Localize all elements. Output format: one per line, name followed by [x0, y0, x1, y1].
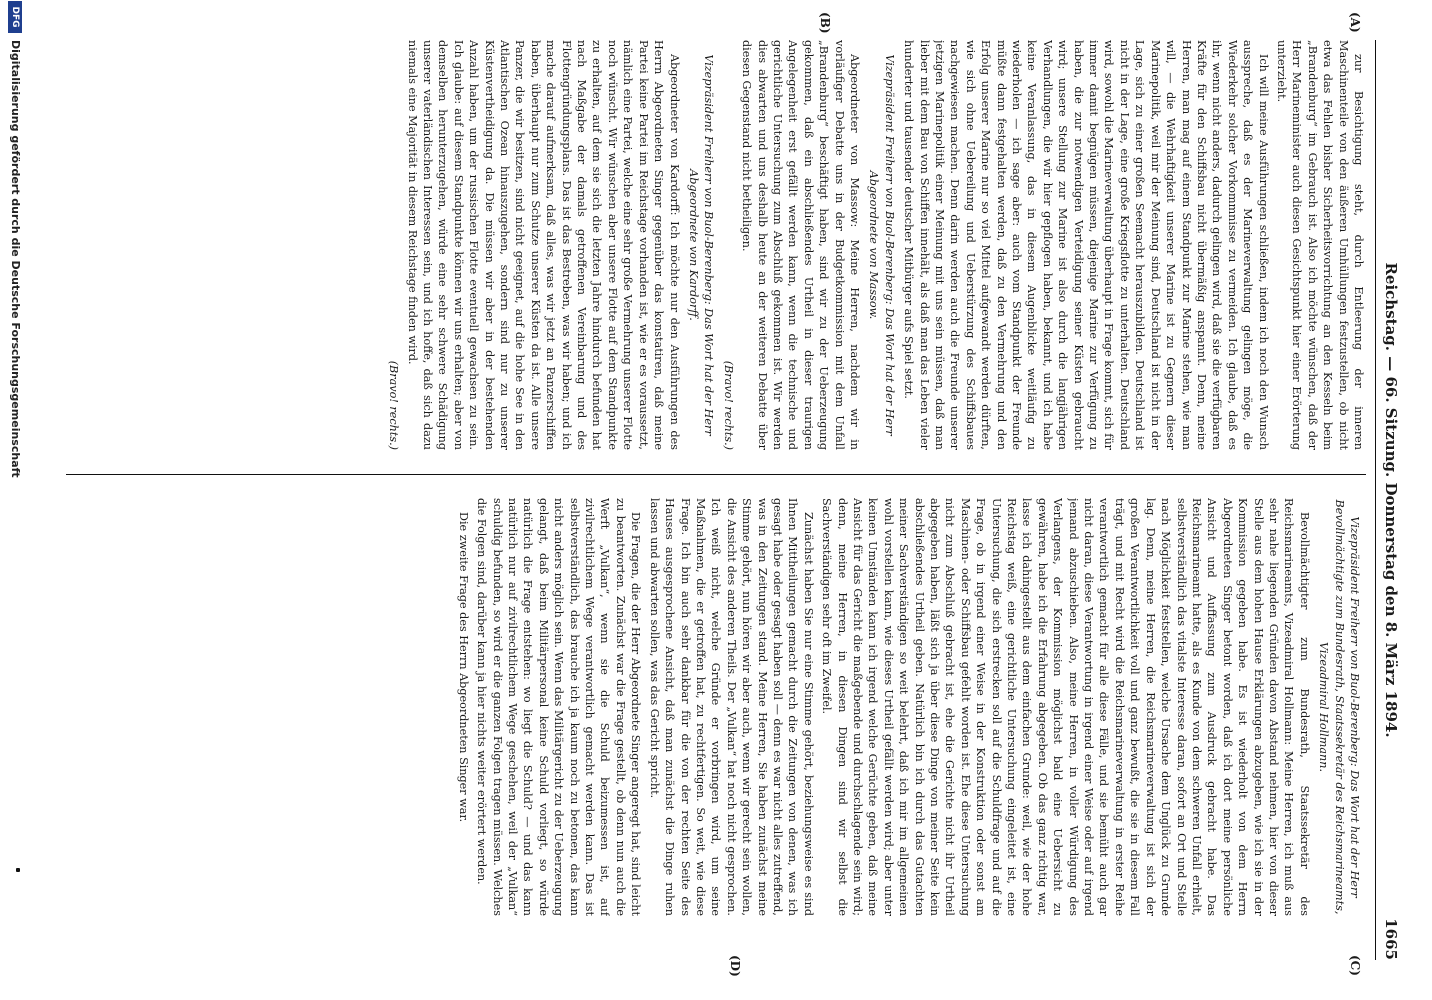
paragraph: Die zweite Frage des Herrn Abgeordneten Singer war.: [456, 512, 470, 823]
reaction-note: (Bravo! rechts.): [387, 360, 401, 450]
paragraph: zur Besichtigung steht, durch Entleerung der inneren Maschinenteile von den äußeren Umhüllungen festzustellen, ob nicht etwa das Fehlen bisher Sicherheitsvorrichtung an den Kesseln beim „Brandenburg“ im Gebrauch ist. Also ich möchte wünschen, daß der Herr Marineminister auch diesen Gesichtspunkt hier einer Erörterung unterzieht.: [1274, 40, 1365, 450]
right-column: [66, 498, 1366, 916]
margin-mark-b: (B): [818, 12, 832, 34]
page-footer: [0, 0, 30, 1000]
speaker-note: Vizepräsident Freiherr von Buol-Berenberg: Das Wort hat der Herr Abgeordnete von Massow.: [867, 54, 896, 436]
dfg-logo: DFG: [8, 1, 22, 33]
column-rule: [66, 474, 1366, 475]
paragraph: Bevollmächtigter zum Bundesrath, Staatssekretär des Reichsmarineamts, Vizeadmiral Hollmann: Meine Herren, ich muß aus sehr nahe liegenden Gründen davon Abstand nehmen, hier von dieser Stelle aus dem hohen Hause Erklärungen abzugeben, wie ich sie in der Kommission gegeben habe. Es ist wiederholt von dem Herrn Abgeordneten Singer betont worden, daß ich dort meine persönliche Ansicht und Auffassung zum Ausdruck gebracht habe. Das Reichsmarineamt hatte, als es Kunde von dem schweren Unfall erhielt, selbstverständlich das vitalste Interesse daran, sofort an Ort und Stelle nach Möglichkeit feststellen, welche Ursache dem Unglück zu Grunde lag. Denn, meine Herren, die Reichsmarineverwaltung ist sich der großen Verantwortlichkeit voll und ganz bewußt, die sie in diesem Fall trägt, und mit Recht wird die Reichsmarineverwaltung in erster Reihe verantwortlich gemacht für alle diese Fälle, und sie bemüht auch gar nicht daran, diese Verantwortung in irgend einer Weise oder auf irgend jemand abzuschieben. Also, meine Herren, in voller Würdigung des Verlangens, der Kommission möglichst bald eine Uebersicht zu gewähren, habe ich die Erfahrung abgegeben. Ob das ganz richtig war, lasse ich dahingestellt aus dem einfachen Grunde: weil, wie der hohe Reichstag weiß, eine gerichtliche Untersuchung eingeleitet ist, eine Untersuchung, die sich erstrecken soll auf die Schuldfrage und auf die Frage, ob in irgend einer Weise in der Konstruktion oder sonst am Maschinen- oder Schiffsbau gefehlt worden ist. Ehe diese Untersuchung nicht zum Abschluß gebracht ist, ehe die Gerichte nicht ihr Urtheil abgegeben haben, läßt sich ja über diese Dinge von meiner Seite kein abschließendes Urtheil geben. Natürlich bin ich durch das Gutachten meiner Sachverständigen so weit belehrt, daß ich mir im allgemeinen wohl vorstellen kann, wie dieses Urtheil gefällt werden wird; aber unter keinen Umständen kann ich irgend welche Gerüchte geben, daß meine Ansicht für das Gericht die maßgebende und durchschlagende sein wird; denn, meine Herren, in diesen Dingen sind wir selbst die Sachverständigen sehr oft im Zweifel.: [820, 498, 1311, 916]
paragraph: Abgeordneter von Massow: Meine Herren, nachdem wir in vorläufiger Debatte uns in der Budgetkommission mit dem Unfall „Brandenburg“ beschäftigt haben, sind wir zu der Ueberzeugung gekommen, daß ein abschließendes Urtheil in dieser traurigen Angelegenheit erst gefällt werden kann, wenn die technische und gerichtliche Untersuchung zum Abschluß gekommen ist. Wir werden dies abwarten und uns deshalb heute an der weiteren Debatte über diesen Gegenstand nicht betheiligen.: [740, 40, 861, 450]
margin-mark-d: (D): [728, 955, 742, 977]
page-header: [1375, 40, 1402, 960]
page-number: 1665: [1382, 918, 1400, 960]
paragraph: Zunächst haben Sie nur eine Stimme gehört, beziehungsweise es sind Ihnen Mittheilungen gemacht durch die Zeitungen von denen, was ich gesagt habe oder gesagt haben soll — denn es war nicht alles zutreffend, was in den Zeitungen stand. Meine Herren, Sie haben zunächst meine Stimme gehört, nun hören wir aber auch, wenn wir gerecht sein wollen, die Ansicht des anderen Theils. Der „Vulkan“ hat noch nicht gesprochen. Ich weiß nicht, welche Gründe er vorbringen wird, um seine Maßnahmen, die er getroffen hat, zu rechtfertigen. So weit, wie diese Frage. Ich bin auch sehr dankbar für die von der rechten Seite des Hauses ausgesprochene Ansicht, daß man zunächst die Dinge ruhen lassen und abwarten sollen, was das Gericht spricht.: [647, 498, 815, 916]
paragraph: Die Fragen, die der Herr Abgeordnete Singer angeregt hat, sind leicht zu beantworten. Zunächst war die Frage gestellt, ob denn nun auch die Werft „Vulkan“, wenn sie die Schuld beizumessen ist, auf zivilrechtlichem Wege verantwortlich gemacht werden kann. Das ist selbstverständlich, das brauche ich ja kaum noch zu betonen, das kann nicht anders möglich sein. Wenn das Militärgericht zu der Ueberzeugung gelangt, daß beim Militärpersonal keine Schuld vorliegt, so würde natürlich die Frage entstehen: wo liegt die Schuld? — und das kann natürlich nur auf zivilrechtlichem Wege geschehen, weil der „Vulkan“ schuldig befunden, so wird er die ganzen Folgen tragen müssen. Welches die Folgen sind, darüber kann ja hier nichts weiter erörtert werden.: [475, 498, 643, 916]
speaker-note: Vizepräsident Freiherr von Buol-Berenberg: Das Wort hat der Herr Bevollmächtigte zum Bundesrath, Staatssekretär des Reichsmarineamts, Vizeadmiral Hollmann.: [1317, 499, 1361, 915]
left-column: [66, 40, 1366, 450]
paragraph: Ich will meine Ausführungen schließen, indem ich noch den Wunsch ausspreche, daß es der Marineverwaltung gelingen möge, die Wiederkehr solcher Vorkommnisse zu vermeiden. Ich glaube, daß es ihr, wenn nicht anders, dadurch gelingen wird, daß sie die verfügbaren Kräfte für den Schiffsbau nicht übermäßig anspannt. Denn, meine Herren, man mag auf einem Standpunkt zur Marine stehen, wie man will, — die Wehrhaftigkeit unserer Marine ist zu Gegnern dieser Marinepolitik, weil mir der Meinung sind, Deutschland ist nicht in der Lage, sich zu einer großen Seemacht herauszubilden. Deutschland ist nicht in der Lage, eine große Kriegsflotte zu unterhalten. Deutschland wird, sowohl die Marineverwaltung überhaupt in Frage kommt, sich für immer damit begnügen müssen, diejenige Marine zur Verfügung zu haben, die zur notwendigen Verteidigung seiner Küsten gebraucht wird; unsere Stellung zur Marine ist also durch die langjährigen Verhandlungen, die wir hier gepflogen haben, bekannt, und ich habe keine Veranlassung, das in diesem Augenblicke weitläufig zu wiederholen — ich sage aber: auch vom Standpunkt der Freunde müßte dann festgehalten werden, daß zu den Vermehrung und den Erfolg unserer Marine nur so viel Mittel aufgewandt werden dürften, wie sich ohne Uebereilung und Ueberstürzung des Schiffsbaues nachgewiesen machen. Denn darin werden auch die Freunde unserer jetzigen Marinepolitik einer Meinung mit uns sein müssen, daß man lieber mit dem Bau von Schiffen innehält, als daß man das Leben vieler hunderter und tausender deutscher Mitbürger aufs Spiel setzt.: [902, 40, 1270, 450]
footer-text: Digitalisierung gefördert durch die Deutsche Forschungsgemeinschaft: [9, 40, 22, 478]
reaction-note: (Bravo! rechts.): [721, 360, 735, 450]
speaker-note: Vizepräsident Freiherr von Buol-Berenberg: Das Wort hat der Herr Abgeordnete von Kardorff.: [686, 54, 716, 436]
paragraph: Abgeordneter von Kardorff: Ich möchte nur den Ausführungen des Herrn Abgeordneten Singer gegenüber das konstatiren, daß meine Partei keine Partei im Reichstage vorhanden ist, wie er es voraussetzt, nämlich eine Partei, welche eine sehr große Vermehrung unserer Flotte noch wünscht. Wir wünschen aber unsere Flotte auf dem Standpunkte zu erhalten, auf dem sie sich die letzten Jahre hindurch befunden hat nach Maßgabe der damals getroffenen Vereinbarung und des Flottengründungsplans. Das ist das Bestreben, was wir haben; und ich mache darauf aufmerksam, daß alles, was wir jetzt an Panzerschiffen haben, überhaupt nur zum Schutze unserer Küsten da ist. Alle unsere Panzer, die wir besitzen, sind nicht geeignet, auf die hohe See in den Atlantischen Ozean hinauszugehen, sondern sind nur zu unserer Küstenvertheidigung da. Die müssen wir aber in der bestehenden Anzahl haben, um der russischen Flotte eventuell gewachsen zu sein. Ich glaube: auf diesem Standpunkte können wir uns erhalten; aber von demselben herunterzugehen, würde eine sehr schwere Schädigung unserer vaterländischen Interessen sein, und ich hoffe, daß sich dazu niemals eine Majorität in diesem Reichstage finden wird.: [405, 40, 681, 450]
margin-mark-c: (C): [1348, 955, 1362, 976]
header-title: Reichstag. — 66. Sitzung. Donnerstag den 8. März 1894.: [1382, 262, 1400, 738]
margin-mark-a: (A): [1348, 12, 1362, 33]
